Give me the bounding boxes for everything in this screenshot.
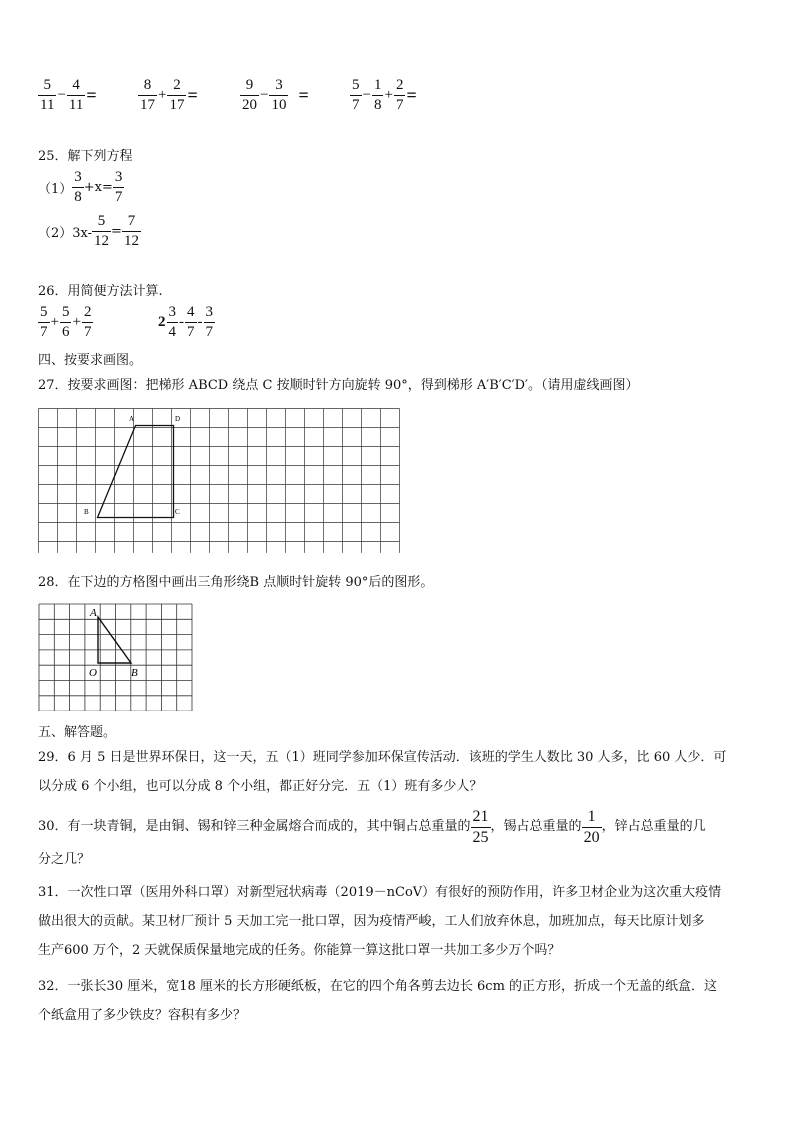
q28-grid-figure <box>38 603 194 711</box>
q26-title: 26．用简便方法计算. <box>38 284 163 299</box>
label-a: A <box>90 607 97 619</box>
label-a: A <box>129 415 135 423</box>
fraction: $\frac{5}{7}$ <box>352 77 360 113</box>
expr-3: $\frac{9}{20}$ − $\frac{3}{10}$ = <box>242 77 309 113</box>
fraction: $\frac{7}{12}$ <box>123 213 139 249</box>
fraction: $\frac{8}{17}$ <box>140 77 155 113</box>
q27-text: 27．按要求画图：把梯形 ABCD 绕点 C 按顺时针方向旋转 90°，得到梯形 A′B′C′D′。（请用虚线画图） <box>38 378 639 393</box>
fraction: $\frac{1}{8}$ <box>373 77 382 113</box>
expr-4: $\frac{5}{7}$ − $\frac{1}{8}$ + $\frac{2}{7}$ = <box>352 77 417 113</box>
label-d: D <box>175 415 181 423</box>
fraction: $\frac{3}{7}$ <box>205 304 213 340</box>
fraction: $\frac{2}{7}$ <box>395 77 404 113</box>
triangle <box>98 617 131 663</box>
q30-text: 30．有一块青铜，是由铜、锡和锌三种金属熔合而成的，其中铜占总重量的 $\frac{21}{25}$ ，锡占总重量的 $\frac{1}{20}$ ，锌占总重量的几 分之几？ <box>38 807 706 867</box>
fraction: $\frac{4}{11}$ <box>68 77 84 113</box>
grid-lines <box>39 409 400 553</box>
fraction: $\frac{9}{20}$ <box>242 77 257 113</box>
q31-text: 31．一次性口罩（医用外科口罩）对新型冠状病毒（2019－nCoV）有很好的预防作用，许多卫材企业为这次重大疫情 做出很大的贡献。某卫材厂预计 5 天加工完一批口罩，因为疫情严峻，工人们放弃休息，加班加点，每天比原计划多 生产600 万个，2 天就保质保量地完成的任务。你能算一算这批口罩一共加工多少万个吗？ <box>38 885 722 958</box>
fraction: $\frac{5}{12}$ <box>94 213 110 249</box>
label-o: O <box>89 667 97 679</box>
fraction: $\frac{5}{7}$ <box>40 304 48 340</box>
expr-2: $\frac{8}{17}$ + $\frac{2}{17}$ = <box>140 77 198 113</box>
q26-expression-2: 2 $\frac{3}{4}$ - $\frac{4}{7}$ - $\frac{3}{7}$ <box>158 304 213 340</box>
fraction: $\frac{1}{20}$ <box>583 807 600 846</box>
label-c: C <box>175 508 180 516</box>
expr-1: $\frac{5}{11}$ − $\frac{4}{11}$ = <box>40 77 97 113</box>
fraction: $\frac{5}{6}$ <box>61 304 70 340</box>
fraction: $\frac{3}{8}$ <box>74 169 82 205</box>
fraction: $\frac{3}{7}$ <box>114 169 123 205</box>
fraction: $\frac{21}{25}$ <box>472 807 489 846</box>
fraction: $\frac{3}{4}$ <box>168 304 176 340</box>
label-b: B <box>84 508 89 516</box>
q27-grid-figure <box>38 408 400 555</box>
fraction: $\frac{4}{7}$ <box>187 304 195 340</box>
q25-equation-2: （2）3x- $\frac{5}{12}$ = $\frac{7}{12}$ <box>38 213 139 249</box>
fraction: $\frac{3}{10}$ <box>271 77 287 113</box>
q25-title: 25．解下列方程 <box>38 149 133 164</box>
section-5-heading: 五、解答题。 <box>38 725 117 740</box>
grid-lines <box>39 604 192 711</box>
q25-equation-1: （1） $\frac{3}{8}$ +x= $\frac{3}{7}$ <box>38 169 123 205</box>
section-4-heading: 四、按要求画图。 <box>38 353 143 368</box>
q32-text: 32．一张长30 厘米，宽18 厘米的长方形硬纸板，在它的四个角各剪去边长 6cm 的正方形，折成一个无盖的纸盒．这 个纸盒用了多少铁皮？容积有多少？ <box>38 979 718 1023</box>
q28-text: 28．在下边的方格图中画出三角形绕B 点顺时针旋转 90°后的图形。 <box>38 575 434 590</box>
fraction: $\frac{2}{7}$ <box>83 304 92 340</box>
q29-text: 29．6 月 5 日是世界环保日，这一天，五（1）班同学参加环保宣传活动．该班的学生人数比 30 人多，比 60 人少．可 以分成 6 个小组，也可以分成 8 个小组，都正好分完．五（1）班有多少人？ <box>38 750 727 794</box>
fraction: $\frac{5}{11}$ <box>40 77 55 113</box>
fraction: $\frac{2}{17}$ <box>169 77 185 113</box>
label-b: B <box>131 667 138 679</box>
q26-expression-1: $\frac{5}{7}$ + $\frac{5}{6}$ + $\frac{2}{7}$ <box>40 304 92 340</box>
